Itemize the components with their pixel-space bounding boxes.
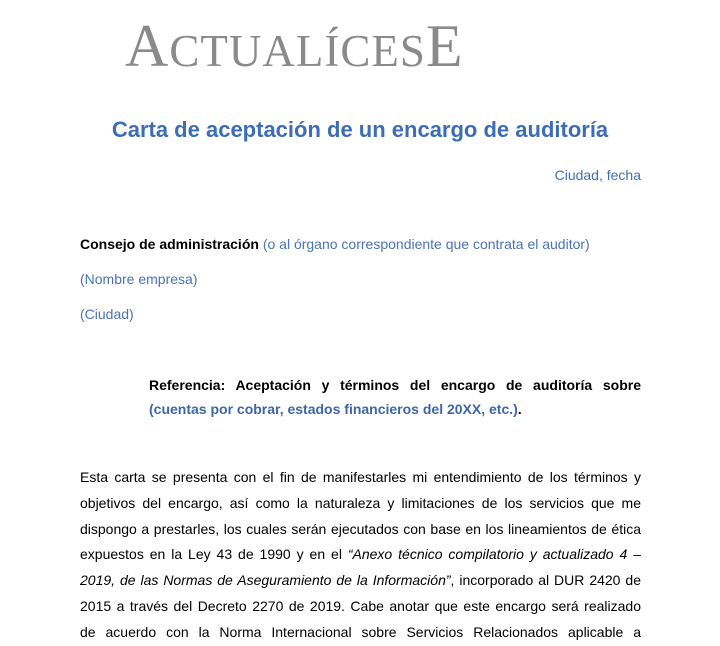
body-line-2: objetivos del encargo, así como la naturaleza y limitaciones de los servicios que me bbox=[80, 494, 641, 511]
recipient-note: (o al órgano correspondiente que contrata el auditor) bbox=[258, 236, 590, 252]
document-title: Carta de aceptación de un encargo de auditoría bbox=[111, 117, 609, 142]
logo-final: E bbox=[425, 13, 464, 79]
body-line-5 bbox=[80, 568, 641, 594]
body-line-7: de acuerdo con la Norma Internacional sobre Servicios Relacionados aplicable a bbox=[80, 623, 641, 640]
actualicese-logo bbox=[125, 14, 464, 83]
reference-scope: (cuentas por cobrar, estados financieros del 20XX, etc.) bbox=[149, 401, 518, 417]
body-line-5b: , incorporado al DUR 2420 de bbox=[450, 572, 641, 589]
reference-line: Referencia: Aceptación y términos del encargo de auditoría sobre bbox=[149, 377, 641, 393]
annex-title-part1: “Anexo técnico compilatorio y actualizado 4 – bbox=[347, 546, 641, 563]
body-line-1: Esta carta se presenta con el fin de manifestarles mi entendimiento de los términos y bbox=[80, 469, 641, 485]
recipient-label: Consejo de administración bbox=[80, 236, 259, 252]
body-line-4 bbox=[80, 542, 641, 568]
annex-title-part2: 2019, de las Normas de Aseguramiento de la Información” bbox=[80, 572, 451, 589]
recipient-city: (Ciudad) bbox=[80, 306, 134, 322]
reference-scope-line bbox=[149, 397, 641, 421]
logo-middle: CTUALÍCES bbox=[169, 26, 426, 76]
body-line-4a: expuestos en la Ley 43 de 1990 y en el bbox=[80, 546, 348, 563]
logo-initial: A bbox=[125, 13, 170, 79]
body-line-3: dispongo a prestarles, los cuales serán ejecutados con base en los lineamientos de ética bbox=[80, 520, 641, 537]
place-date: Ciudad, fecha bbox=[554, 167, 641, 183]
recipient-company: (Nombre empresa) bbox=[80, 271, 198, 287]
body-line-6: 2015 a través del Decreto 2270 de 2019. Cabe anotar que este encargo será realizado bbox=[80, 597, 641, 614]
recipient-line bbox=[80, 235, 590, 253]
reference-block bbox=[149, 373, 641, 421]
body-paragraph bbox=[80, 465, 641, 646]
reference-end: . bbox=[517, 401, 522, 417]
